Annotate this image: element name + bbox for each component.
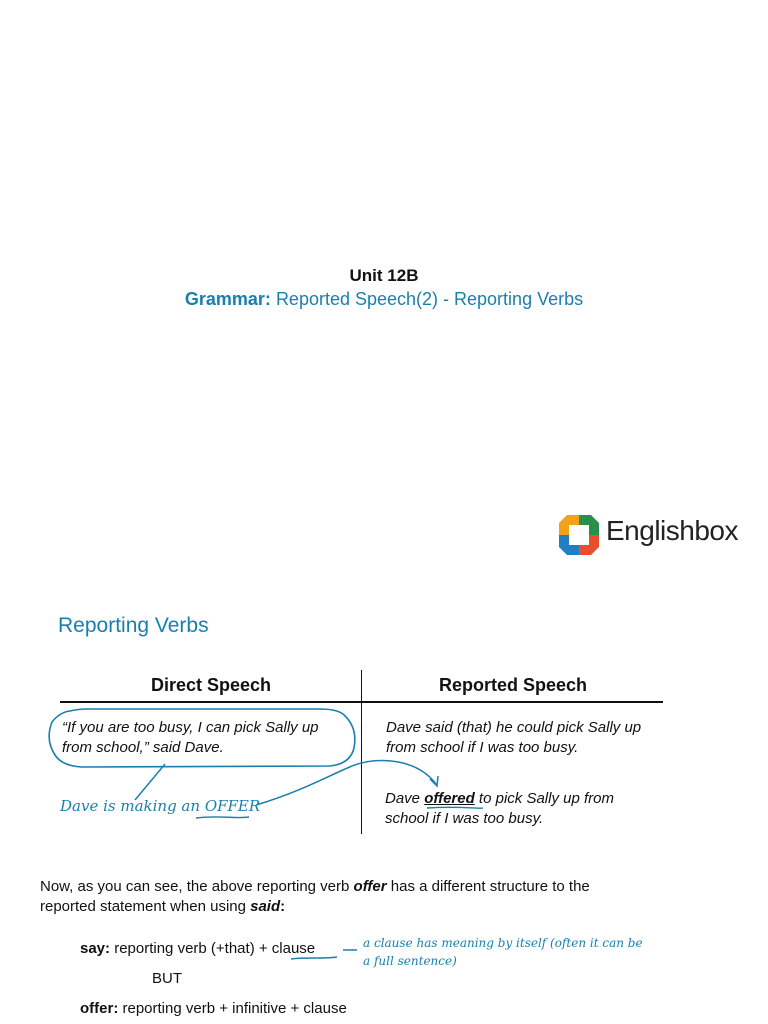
subtitle-label: Grammar: <box>184 289 271 309</box>
brand-name-bold: English <box>606 515 695 546</box>
reported-offered-verb: offered <box>424 790 475 807</box>
say-rule-label: say: <box>80 940 111 957</box>
subtitle-text: Reported Speech(2) - Reporting Verbs <box>275 289 584 309</box>
explanation-text: has a different structure to the <box>386 878 590 895</box>
explanation-line-2 <box>40 897 700 917</box>
unit-title: Unit 12B <box>349 266 419 285</box>
column-header-reported: Reported Speech <box>438 675 588 695</box>
reported-offered-line-2: school if I was too busy. <box>385 810 544 827</box>
reported-speech-said <box>386 718 641 758</box>
reported-said-line-2: from school if I was too busy. <box>386 739 579 756</box>
reported-offered-pre: Dave <box>385 790 425 807</box>
reported-said-line-1: Dave said (that) he could pick Sally up <box>386 719 642 736</box>
but-label: BUT <box>152 970 182 987</box>
explanation-line-1 <box>40 877 700 897</box>
offer-rule <box>80 999 347 1019</box>
offer-note-word: OFFER <box>204 797 261 815</box>
offer-note-text: Dave is making an <box>60 797 205 815</box>
clause-handwritten-note <box>363 934 643 970</box>
clause-note-line-2: a full sentence) <box>363 954 457 968</box>
offer-note-underline <box>196 817 249 818</box>
direct-speech-line-2: from school,” said Dave. <box>62 739 224 756</box>
clause-note-line-1: a clause has meaning by itself (often it can be <box>363 936 643 950</box>
explanation-text: reported statement when using <box>40 898 251 915</box>
reported-speech-offered <box>385 789 614 829</box>
explanation-emphasis-offer: offer <box>353 878 387 895</box>
say-rule <box>80 939 315 959</box>
offer-handwritten-note <box>60 797 260 815</box>
direct-speech-cell <box>62 718 319 758</box>
say-rule-text: reporting verb (+that) + <box>110 940 272 957</box>
pointer-line <box>135 764 165 800</box>
offer-rule-text: reporting verb + infinitive + clause <box>118 1000 347 1017</box>
explanation-colon: : <box>280 898 286 915</box>
direct-speech-line-1: “If you are too busy, I can pick Sally up <box>62 719 319 736</box>
brand-name-light: box <box>694 515 738 546</box>
say-rule-clause: clause <box>271 940 316 957</box>
offer-rule-label: offer: <box>80 1000 119 1017</box>
reported-offered-line-1 <box>385 789 614 809</box>
explanation-paragraph <box>40 877 700 917</box>
section-heading: Reporting Verbs <box>58 614 209 637</box>
reported-offered-post: to pick Sally up from <box>474 790 614 807</box>
explanation-emphasis-said: said <box>250 898 281 915</box>
explanation-text: Now, as you can see, the above reporting verb <box>40 878 354 895</box>
column-header-direct: Direct Speech <box>150 675 272 695</box>
